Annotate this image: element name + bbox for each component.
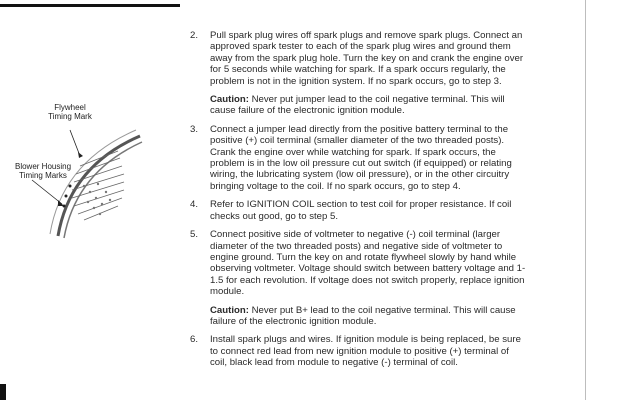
caution-note	[210, 94, 526, 117]
step-text: Install spark plugs and wires. If ignition module is being replaced, be sure to connect red lead from new ignition module to positive (+) terminal of coil, black lead from module to negative (-) terminal of coil.	[210, 334, 521, 369]
step-number: 4.	[190, 199, 199, 211]
page-edge-rule	[585, 0, 586, 400]
step-2	[190, 30, 526, 87]
procedure-steps	[190, 30, 526, 376]
step-number: 6.	[190, 334, 199, 346]
step-text: Refer to IGNITION COIL section to test coil for proper resistance. If coil checks out good, go to step 5.	[210, 199, 512, 222]
caution-text: Never put B+ lead to the coil negative terminal. This will cause failure of the electronic ignition module.	[210, 304, 516, 327]
page-corner-mark	[0, 384, 6, 400]
caution-note	[210, 305, 526, 328]
flywheel-timing-mark-label: Flywheel Timing Mark	[48, 103, 92, 121]
top-rule	[0, 4, 180, 7]
step-5	[190, 229, 526, 297]
step-number: 3.	[190, 123, 199, 135]
step-text: Connect positive side of voltmeter to negative (-) coil terminal (larger diameter of the two threaded posts) and negative side of voltmeter to engine ground. Turn the key on and rotate flywheel slowly by hand while observing voltmeter. Voltage should switch between battery voltage and 1-1.5 for each revolution. If voltage does not switch properly, replace ignition module.	[210, 229, 526, 298]
step-4	[190, 199, 526, 222]
caution-label: Caution:	[210, 304, 249, 316]
timing-mark-figure	[0, 96, 168, 246]
step-text: Pull spark plug wires off spark plugs and remove spark plugs. Connect an approved spark tester to each of the spark plug wires and ground them away from the spark plug hole. Turn the key on and crank the engine over for 5 seconds while watching for spark. If a spark occurs regularly, the problem is not in the ignition system. If no spark occurs, go to step 3.	[210, 30, 524, 87]
caution-label: Caution:	[210, 94, 249, 106]
step-number: 2.	[190, 30, 199, 41]
step-text: Connect a jumper lead directly from the positive battery terminal to the positive (+) coil terminal (smaller diameter of the two threaded posts). Crank the engine over while watching for spark. If spark occurs, the problem is in the low oil pressure cut out switch (if equipped) or relating wiring, the lubricating system (low oil pressure), or in the other circuitry bringing voltage to the coil. If no spark occurs, go to step 4.	[210, 123, 512, 192]
step-6	[190, 334, 526, 368]
step-3	[190, 124, 526, 192]
step-number: 5.	[190, 229, 199, 241]
blower-housing-timing-marks-label: Blower Housing Timing Marks	[14, 162, 72, 180]
caution-text: Never put jumper lead to the coil negative terminal. This will cause failure of the electronic ignition module.	[210, 94, 505, 117]
